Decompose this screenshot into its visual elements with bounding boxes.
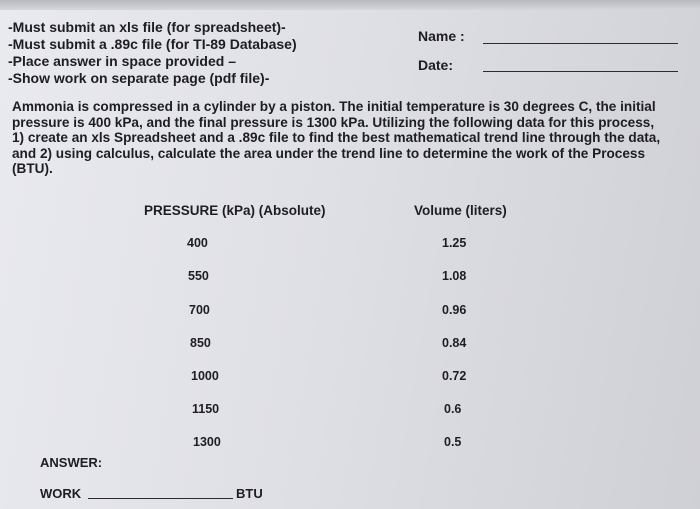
- pressure-cell: 1000: [191, 369, 219, 383]
- btu-unit-label: BTU: [236, 486, 263, 501]
- date-label: Date:: [418, 57, 454, 73]
- volume-cell: 0.6: [444, 402, 462, 416]
- name-label: Name :: [418, 28, 465, 44]
- requirement-line-4: -Show work on separate page (pdf file)-: [8, 70, 270, 86]
- answer-label: ANSWER:: [40, 455, 103, 470]
- pressure-cell: 550: [188, 269, 209, 283]
- volume-column-header: Volume (liters): [414, 203, 507, 218]
- pressure-cell: 850: [190, 336, 211, 350]
- pressure-cell: 1150: [192, 402, 220, 416]
- pressure-cell: 1300: [193, 435, 221, 449]
- volume-cell: 0.72: [442, 369, 467, 383]
- top-edge-shadow: [0, 0, 700, 10]
- volume-cell: 1.25: [442, 236, 467, 250]
- problem-statement: Ammonia is compressed in a cylinder by a piston. The initial temperature is 30 degrees C, the initial pressure is 400 kPa, and the final pressure is 1300 kPa. Utilizing the following data for this process, 1) create an xls Spreadsheet and a .89c file to find the best mathematical trend line through the data, and 2) using calculus, calculate the area under the trend line to determine the work of the Process (BTU).: [12, 99, 661, 177]
- volume-cell: 0.84: [442, 336, 467, 350]
- volume-cell: 1.08: [442, 269, 467, 283]
- work-answer-field[interactable]: [88, 498, 233, 499]
- pressure-column-header: PRESSURE (kPa) (Absolute): [144, 203, 326, 218]
- requirement-line-2: -Must submit a .89c file (for TI-89 Database): [8, 36, 297, 52]
- pressure-cell: 400: [187, 236, 208, 250]
- volume-cell: 0.5: [444, 435, 462, 449]
- requirement-line-3: -Place answer in space provided –: [8, 53, 236, 69]
- name-field[interactable]: [483, 43, 678, 44]
- date-field[interactable]: [483, 71, 678, 72]
- volume-cell: 0.96: [442, 303, 467, 317]
- work-label: WORK: [40, 486, 82, 501]
- requirement-line-1: -Must submit an xls file (for spreadsheet)-: [8, 19, 286, 35]
- pressure-cell: 700: [189, 303, 210, 317]
